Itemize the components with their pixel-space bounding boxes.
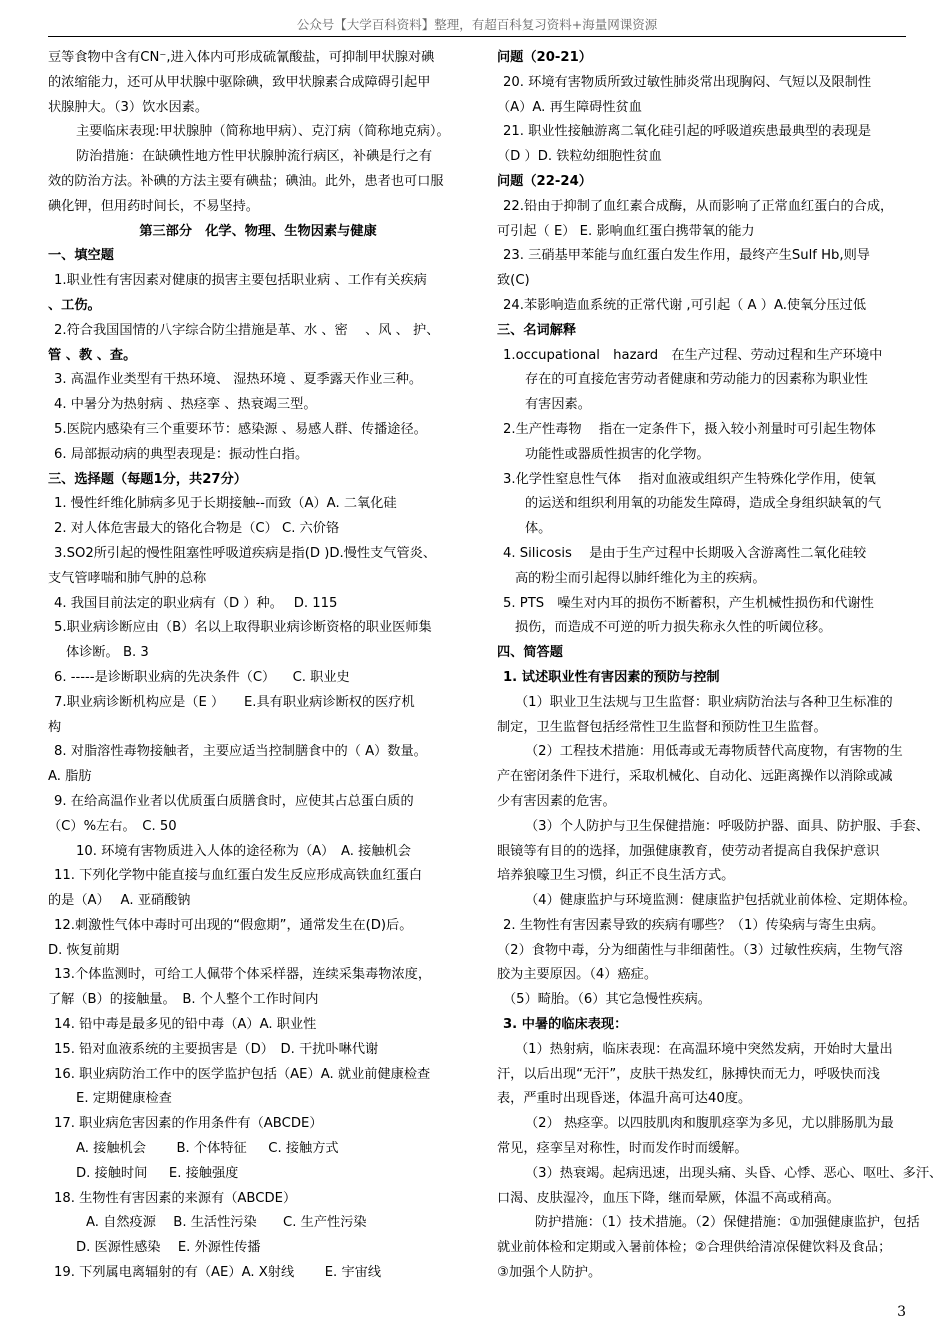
text-line: 2. 对人体危害最大的铬化合物是（C） C. 六价铬 <box>54 521 340 537</box>
text-line: 6. 局部振动病的典型表现是：振动性白指。 <box>54 446 309 462</box>
text-line: 5. PTS 噪生对内耳的损伤不断蓄积，产生机械性损伤和代谢性 <box>503 595 874 611</box>
text-line: 制定，卫生监督包括经常性卫生监督和预防性卫生监督。 <box>497 719 827 735</box>
text-line: 5.医院内感染有三个重要环节：感染源 、易感人群、传播途径。 <box>54 421 427 437</box>
text-line: 管 、教 、查。 <box>48 347 137 363</box>
page-header: 公众号【大学百科资料】整理，有超百科复习资料+海量网课资源 <box>48 14 906 37</box>
text-line: A. 脂肪 <box>48 769 92 785</box>
text-line: 6. -----是诊断职业病的先决条件（C） C. 职业史 <box>54 669 350 685</box>
page-number: 3 <box>897 1304 906 1320</box>
text-line: D. 接触时间 E. 接触强度 <box>76 1165 239 1181</box>
text-line: 可引起（ E） E. 影响血红蛋白携带氧的能力 <box>497 223 755 239</box>
text-line: 致(C) <box>497 273 530 289</box>
text-line: 4. 我国目前法定的职业病有（D ）种。 D. 115 <box>54 595 338 611</box>
text-line: 9. 在给高温作业者以优质蛋白质膳食时，应使其占总蛋白质的 <box>54 793 414 809</box>
text-line: 豆等食物中含有CN⁻,进入体内可形成硫氰酸盐，可抑制甲状腺对碘 <box>48 50 435 65</box>
text-line: 常见，痉挛呈对称性，时而发作时而缓解。 <box>497 1141 748 1157</box>
text-line: 、工伤。 <box>48 297 101 313</box>
text-line: 效的防治方法。补碘的方法主要有碘盐；碘油。此外，患者也可口服 <box>48 173 444 189</box>
text-line: 21. 职业性接触游离二氧化硅引起的呼吸道疾患最典型的表现是 <box>503 124 872 140</box>
text-line: 2. 生物性有害因素导致的疾病有哪些？（1）传染病与寄生虫病。 <box>503 917 885 933</box>
text-line: 1. 慢性纤维化肺病多见于长期接触--而致（A）A. 二氧化硅 <box>54 496 397 512</box>
text-line: 损伤，而造成不可逆的听力损失称永久性的听阈位移。 <box>515 620 832 636</box>
text-line: （2）食物中毒，分为细菌性与非细菌性。（3）过敏性疾病，生物气溶 <box>497 942 903 958</box>
text-line: 12.刺激性气体中毒时可出现的“假愈期”，通常发生在(D)后。 <box>54 917 413 933</box>
text-line: A. 自然疫源 B. 生活性污染 C. 生产性污染 <box>86 1215 367 1231</box>
text-line: 防护措施：（1）技术措施。（2）保健措施：①加强健康监护，包括 <box>535 1215 920 1231</box>
text-line: 18. 生物性有害因素的来源有（ABCDE） <box>54 1190 297 1206</box>
text-line: 5.职业病诊断应由（B）名以上取得职业病诊断资格的职业医师集 <box>54 620 432 636</box>
text-line: 口渴、皮肤湿冷，血压下降，继而晕厥，体温不高或稍高。 <box>497 1190 840 1206</box>
text-line: 三、选择题（每题1分，共27分） <box>48 471 247 487</box>
text-line: 3. 中暑的临床表现： <box>503 1017 628 1033</box>
text-line: 胶为主要原因。（4）癌症。 <box>497 967 658 983</box>
text-line: 17. 职业病危害因素的作用条件有（ABCDE） <box>54 1116 323 1132</box>
text-line: 24.苯影响造血系统的正常代谢 ,可引起（ A ）A.使氧分压过低 <box>503 297 867 313</box>
text-line: 16. 职业病防治工作中的医学监护包括（AE）A. 就业前健康检查 <box>54 1066 431 1082</box>
text-line: 眼镜等有目的的选择，加强健康教育，使劳动者提高自我保护意识 <box>497 843 880 859</box>
text-line: 1.occupational hazard 在生产过程、劳动过程和生产环境中 <box>503 347 883 363</box>
text-line: 高的粉尘而引起得以肺纤维化为主的疾病。 <box>515 570 766 586</box>
text-line: （C）%左右。 C. 50 <box>48 818 177 834</box>
text-line: E. 定期健康检查 <box>76 1091 172 1107</box>
text-line: （3）个人防护与卫生保健措施：呼吸防护器、面具、防护服、手套、 <box>525 818 930 834</box>
text-line: 2.符合我国国情的八字综合防尘措施是革、水 、密 、风 、 护、 <box>54 322 440 338</box>
text-line: 11. 下列化学物中能直接与血红蛋白发生反应形成高铁血红蛋白 <box>54 868 423 884</box>
text-line: D. 医源性感染 E. 外源性传播 <box>76 1240 261 1256</box>
text-line: 了解（B）的接触量。 B. 个人整个工作时间内 <box>48 992 319 1008</box>
text-line: 7.职业病诊断机构应是（E ） E.具有职业病诊断权的医疗机 <box>54 694 415 710</box>
text-line: （4）健康监护与环境监测：健康监护包括就业前体检、定期体检。 <box>525 893 916 909</box>
text-line: 四、简答题 <box>497 645 563 661</box>
text-line: 三、名词解释 <box>497 322 577 338</box>
text-line: 10. 环境有害物质进入人体的途径称为（A） A. 接触机会 <box>76 843 411 859</box>
text-line: 19. 下列属电离辐射的有（AE）A. X射线 E. 宇宙线 <box>54 1265 382 1281</box>
text-line: 汗，以后出现“无汗”，皮肤干热发红，脉搏快而无力，呼吸快而浅 <box>497 1066 880 1082</box>
text-line: 2.生产性毒物 指在一定条件下，摄入较小剂量时可引起生物体 <box>503 421 876 437</box>
text-line: 就业前体检和定期或入暑前体检；②合理供给清凉保健饮料及食品； <box>497 1240 892 1256</box>
text-line: （5）畸胎。（6）其它急慢性疾病。 <box>503 992 711 1008</box>
text-line: 碘化钾，但用药时间长，不易坚持。 <box>48 198 259 214</box>
text-line: 体诊断。 B. 3 <box>66 645 149 661</box>
text-line: 一、填空题 <box>48 248 114 264</box>
text-line: （1）热射病，临床表现：在高温环境中突然发病，开始时大量出 <box>515 1041 893 1057</box>
text-line: 问题（20-21） <box>497 50 592 65</box>
left-column <box>48 46 468 1286</box>
text-line: 15. 铅对血液系统的主要损害是（D） D. 干扰卟啉代谢 <box>54 1041 379 1057</box>
text-line: 支气管哮喘和肺气肿的总称 <box>48 570 207 586</box>
text-line: 少有害因素的危害。 <box>497 793 616 809</box>
text-line: （A）A. 再生障碍性贫血 <box>497 99 642 115</box>
text-line: 的是（A） A. 亚硝酸钠 <box>48 893 191 909</box>
text-line: 1.职业性有害因素对健康的损害主要包括职业病 、工作有关疾病 <box>54 273 427 289</box>
text-line: 存在的可直接危害劳动者健康和劳动能力的因素称为职业性 <box>525 372 868 388</box>
text-line: ③加强个人防护。 <box>497 1265 602 1281</box>
text-line: 培养狼嚎卫生习惯，纠正不良生活方式。 <box>497 868 735 884</box>
text-line: 体。 <box>525 521 552 537</box>
text-line: 构 <box>48 719 62 735</box>
text-line: 防治措施：在缺碘性地方性甲状腺肿流行病区，补碘是行之有 <box>76 149 433 165</box>
text-line: 13.个体监测时，可给工人佩带个体采样器，连续采集毒物浓度， <box>54 967 432 983</box>
text-line: 4. 中暑分为热射病 、热痉挛 、热衰竭三型。 <box>54 397 317 413</box>
text-line: （2）工程技术措施：用低毒或无毒物质替代高度物，有害物的生 <box>525 744 903 760</box>
text-line: 表，严重时出现昏迷，体温升高可达40度。 <box>497 1091 752 1107</box>
text-line: 状腺肿大。（3）饮水因素。 <box>48 99 209 115</box>
text-line: 产在密闭条件下进行，采取机械化、自动化、远距离操作以消除或减 <box>497 769 893 785</box>
text-line: 的运送和组织利用氧的功能发生障碍，造成全身组织缺氧的气 <box>525 496 882 512</box>
text-line: 3.SO2所引起的慢性阻塞性呼吸道疾病是指(D )D.慢性支气管炎、 <box>54 545 437 561</box>
text-line: 功能性或器质性损害的化学物。 <box>525 446 710 462</box>
text-line: （2） 热痉挛。以四肢肌肉和腹肌痉挛为多见，尤以腓肠肌为最 <box>525 1116 894 1132</box>
text-line: 8. 对脂溶性毒物接触者，主要应适当控制膳食中的（ A）数量。 <box>54 744 427 760</box>
text-line: 22.铅由于抑制了血红素合成酶，从而影响了正常血红蛋白的合成， <box>503 198 894 214</box>
right-column <box>497 46 943 1286</box>
text-line: 有害因素。 <box>525 397 591 413</box>
text-line: 第三部分 化学、物理、生物因素与健康 <box>139 223 377 239</box>
text-line: 14. 铅中毒是最多见的铅中毒（A）A. 职业性 <box>54 1017 317 1033</box>
text-line: 20. 环境有害物质所致过敏性肺炎常出现胸闷、气短以及限制性 <box>503 74 872 90</box>
text-line: 问题（22-24） <box>497 173 592 189</box>
text-line: 1. 试述职业性有害因素的预防与控制 <box>503 669 720 685</box>
text-line: 3. 高温作业类型有干热环境、 湿热环境 、夏季露天作业三种。 <box>54 372 423 388</box>
text-line: （3）热衰竭。起病迅速，出现头痛、头昏、心悸、恶心、呕吐、多汗、 <box>525 1165 943 1181</box>
text-line: （1）职业卫生法规与卫生监督：职业病防治法与各种卫生标准的 <box>515 694 893 710</box>
text-line: （D ）D. 铁粒幼细胞性贫血 <box>497 149 662 165</box>
text-line: 4. Silicosis 是由于生产过程中长期吸入含游离性二氧化硅较 <box>503 545 867 561</box>
text-line: A. 接触机会 B. 个体特征 C. 接触方式 <box>76 1141 339 1157</box>
text-line: D. 恢复前期 <box>48 942 120 958</box>
text-line: 的浓缩能力，还可从甲状腺中驱除碘，致甲状腺素合成障碍引起甲 <box>48 74 431 90</box>
text-line: 3.化学性窒息性气体 指对血液或组织产生特殊化学作用，使氧 <box>503 471 876 487</box>
text-line: 23. 三硝基甲苯能与血红蛋白发生作用，最终产生Sulf Hb,则导 <box>503 248 870 264</box>
text-line: 主要临床表现:甲状腺肿（简称地甲病）、克汀病（简称地克病）。 <box>76 124 450 140</box>
